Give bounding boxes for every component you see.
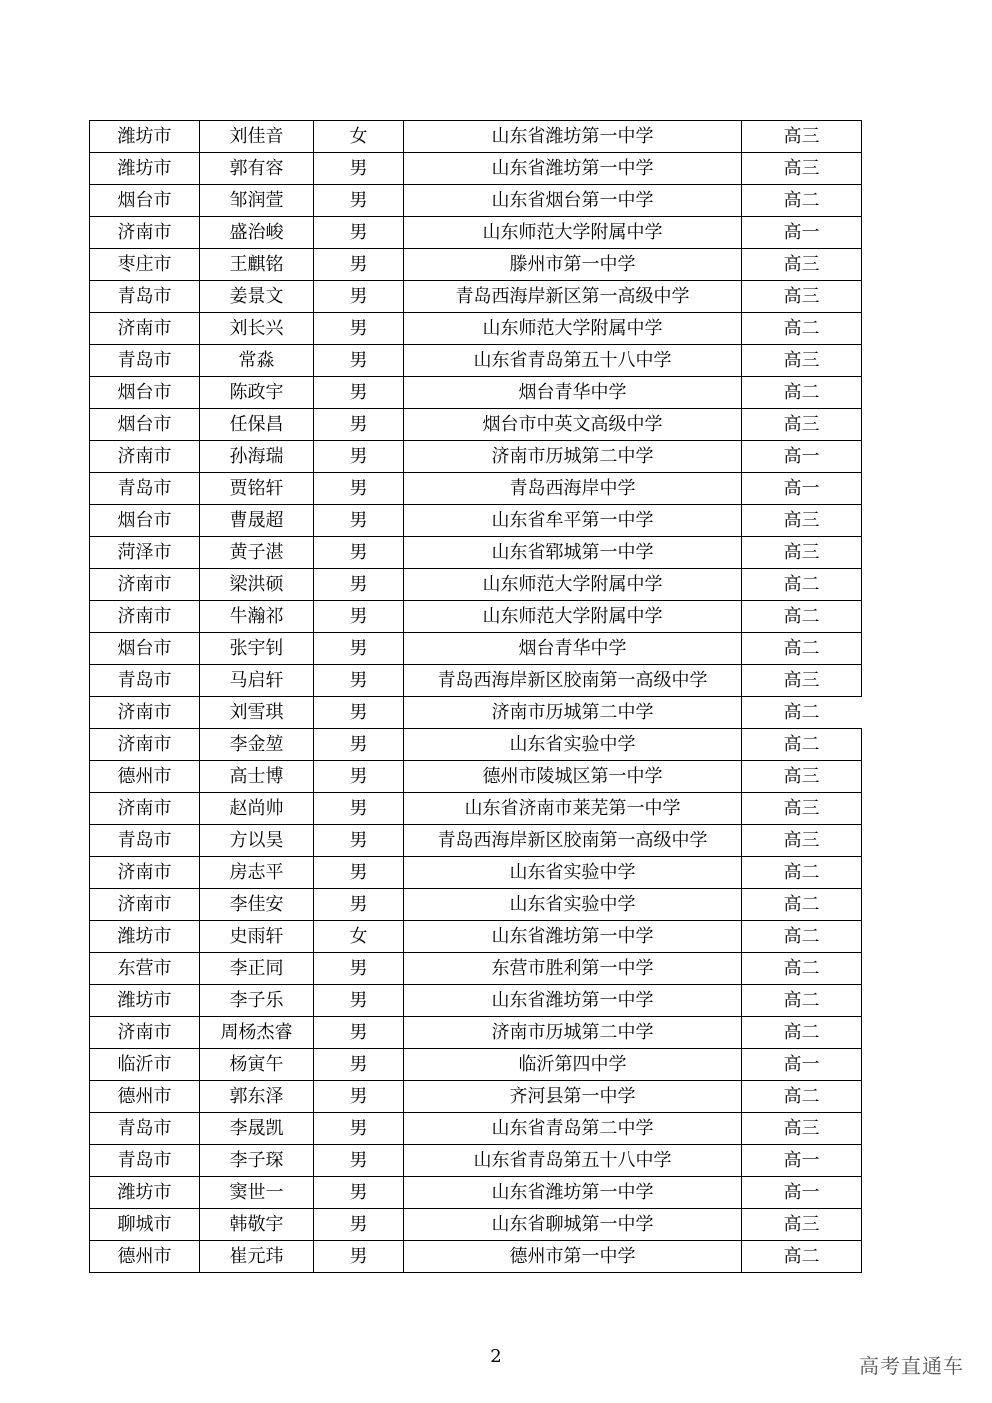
grade-cell: 高二 bbox=[742, 185, 862, 217]
school-cell: 青岛西海岸新区第一高级中学 bbox=[404, 281, 742, 313]
table-row bbox=[90, 473, 862, 505]
roster-body bbox=[90, 121, 862, 1273]
school-cell: 山东省牟平第一中学 bbox=[404, 505, 742, 537]
gender-cell: 男 bbox=[314, 217, 404, 249]
table-row bbox=[90, 345, 862, 377]
table-row bbox=[90, 1113, 862, 1145]
school-cell: 临沂第四中学 bbox=[404, 1049, 742, 1081]
table-row bbox=[90, 697, 862, 729]
name-cell: 崔元玮 bbox=[200, 1241, 314, 1273]
gender-cell: 男 bbox=[314, 1177, 404, 1209]
name-cell: 马启轩 bbox=[200, 665, 314, 697]
school-cell: 山东省青岛第二中学 bbox=[404, 1113, 742, 1145]
table-row bbox=[90, 441, 862, 473]
city-cell: 济南市 bbox=[90, 793, 200, 825]
school-cell: 山东省郓城第一中学 bbox=[404, 537, 742, 569]
grade-cell: 高三 bbox=[742, 121, 862, 153]
city-cell: 济南市 bbox=[90, 217, 200, 249]
name-cell: 房志平 bbox=[200, 857, 314, 889]
city-cell: 青岛市 bbox=[90, 665, 200, 697]
city-cell: 烟台市 bbox=[90, 633, 200, 665]
table-row bbox=[90, 985, 862, 1017]
table-row bbox=[90, 153, 862, 185]
school-cell: 德州市陵城区第一中学 bbox=[404, 761, 742, 793]
name-cell: 李正同 bbox=[200, 953, 314, 985]
name-cell: 高士博 bbox=[200, 761, 314, 793]
gender-cell: 男 bbox=[314, 633, 404, 665]
school-cell: 齐河县第一中学 bbox=[404, 1081, 742, 1113]
city-cell: 济南市 bbox=[90, 313, 200, 345]
name-cell: 李子乐 bbox=[200, 985, 314, 1017]
school-cell: 烟台市中英文高级中学 bbox=[404, 409, 742, 441]
gender-cell: 男 bbox=[314, 1017, 404, 1049]
table-row bbox=[90, 1177, 862, 1209]
grade-cell: 高一 bbox=[742, 473, 862, 505]
name-cell: 贾铭轩 bbox=[200, 473, 314, 505]
gender-cell: 男 bbox=[314, 377, 404, 409]
gender-cell: 男 bbox=[314, 953, 404, 985]
grade-cell: 高一 bbox=[742, 1145, 862, 1177]
grade-cell: 高三 bbox=[742, 1209, 862, 1241]
grade-cell: 高一 bbox=[742, 1177, 862, 1209]
city-cell: 济南市 bbox=[90, 441, 200, 473]
grade-cell: 高二 bbox=[742, 1081, 862, 1113]
name-cell: 梁洪硕 bbox=[200, 569, 314, 601]
table-row bbox=[90, 953, 862, 985]
school-cell: 山东省潍坊第一中学 bbox=[404, 921, 742, 953]
city-cell: 青岛市 bbox=[90, 1145, 200, 1177]
school-cell: 山东师范大学附属中学 bbox=[404, 569, 742, 601]
table-row bbox=[90, 185, 862, 217]
gender-cell: 男 bbox=[314, 697, 404, 729]
table-row bbox=[90, 633, 862, 665]
grade-cell: 高二 bbox=[742, 1241, 862, 1273]
table-row bbox=[90, 281, 862, 313]
page-number: 2 bbox=[490, 1346, 502, 1367]
name-cell: 刘佳音 bbox=[200, 121, 314, 153]
grade-cell: 高二 bbox=[742, 1017, 862, 1049]
gender-cell: 男 bbox=[314, 345, 404, 377]
school-cell: 东营市胜利第一中学 bbox=[404, 953, 742, 985]
school-cell: 烟台青华中学 bbox=[404, 633, 742, 665]
name-cell: 姜景文 bbox=[200, 281, 314, 313]
name-cell: 王麒铭 bbox=[200, 249, 314, 281]
gender-cell: 男 bbox=[314, 569, 404, 601]
grade-cell: 高二 bbox=[742, 313, 862, 345]
school-cell: 德州市第一中学 bbox=[404, 1241, 742, 1273]
school-cell: 青岛西海岸新区胶南第一高级中学 bbox=[404, 665, 742, 697]
name-cell: 孙海瑞 bbox=[200, 441, 314, 473]
name-cell: 刘长兴 bbox=[200, 313, 314, 345]
city-cell: 烟台市 bbox=[90, 409, 200, 441]
city-cell: 潍坊市 bbox=[90, 985, 200, 1017]
gender-cell: 男 bbox=[314, 1209, 404, 1241]
city-cell: 潍坊市 bbox=[90, 153, 200, 185]
gender-cell: 男 bbox=[314, 153, 404, 185]
gender-cell: 男 bbox=[314, 857, 404, 889]
name-cell: 郭东泽 bbox=[200, 1081, 314, 1113]
grade-cell: 高三 bbox=[742, 345, 862, 377]
gender-cell: 男 bbox=[314, 825, 404, 857]
gender-cell: 女 bbox=[314, 121, 404, 153]
school-cell: 山东省潍坊第一中学 bbox=[404, 153, 742, 185]
city-cell: 青岛市 bbox=[90, 825, 200, 857]
city-cell: 潍坊市 bbox=[90, 121, 200, 153]
school-cell: 济南市历城第二中学 bbox=[404, 441, 742, 473]
city-cell: 济南市 bbox=[90, 889, 200, 921]
table-row bbox=[90, 921, 862, 953]
school-cell: 济南市历城第二中学 bbox=[404, 1017, 742, 1049]
table-row bbox=[90, 1145, 862, 1177]
gender-cell: 男 bbox=[314, 889, 404, 921]
table-row bbox=[90, 1049, 862, 1081]
table-row bbox=[90, 793, 862, 825]
city-cell: 济南市 bbox=[90, 569, 200, 601]
city-cell: 德州市 bbox=[90, 761, 200, 793]
table-row bbox=[90, 1017, 862, 1049]
school-cell: 滕州市第一中学 bbox=[404, 249, 742, 281]
name-cell: 方以昊 bbox=[200, 825, 314, 857]
table-row bbox=[90, 889, 862, 921]
grade-cell: 高三 bbox=[742, 249, 862, 281]
school-cell: 青岛西海岸新区胶南第一高级中学 bbox=[404, 825, 742, 857]
name-cell: 李佳安 bbox=[200, 889, 314, 921]
city-cell: 东营市 bbox=[90, 953, 200, 985]
grade-cell: 高一 bbox=[742, 1049, 862, 1081]
school-cell: 烟台青华中学 bbox=[404, 377, 742, 409]
city-cell: 枣庄市 bbox=[90, 249, 200, 281]
table-row bbox=[90, 313, 862, 345]
school-cell: 山东省青岛第五十八中学 bbox=[404, 1145, 742, 1177]
school-cell: 山东省实验中学 bbox=[404, 857, 742, 889]
gender-cell: 男 bbox=[314, 1145, 404, 1177]
city-cell: 烟台市 bbox=[90, 185, 200, 217]
city-cell: 济南市 bbox=[90, 1017, 200, 1049]
school-cell: 山东省潍坊第一中学 bbox=[404, 985, 742, 1017]
city-cell: 济南市 bbox=[90, 857, 200, 889]
name-cell: 赵尚帅 bbox=[200, 793, 314, 825]
table-row bbox=[90, 601, 862, 633]
city-cell: 济南市 bbox=[90, 601, 200, 633]
table-row bbox=[90, 1209, 862, 1241]
grade-cell: 高三 bbox=[742, 281, 862, 313]
gender-cell: 男 bbox=[314, 249, 404, 281]
school-cell: 山东省聊城第一中学 bbox=[404, 1209, 742, 1241]
gender-cell: 男 bbox=[314, 1081, 404, 1113]
table-row bbox=[90, 505, 862, 537]
school-cell: 山东省济南市莱芜第一中学 bbox=[404, 793, 742, 825]
name-cell: 任保昌 bbox=[200, 409, 314, 441]
gender-cell: 男 bbox=[314, 729, 404, 761]
name-cell: 李晟凯 bbox=[200, 1113, 314, 1145]
grade-cell: 高二 bbox=[742, 921, 862, 953]
school-cell: 山东省烟台第一中学 bbox=[404, 185, 742, 217]
gender-cell: 男 bbox=[314, 505, 404, 537]
gender-cell: 男 bbox=[314, 1049, 404, 1081]
city-cell: 聊城市 bbox=[90, 1209, 200, 1241]
name-cell: 郭有容 bbox=[200, 153, 314, 185]
gender-cell: 男 bbox=[314, 1113, 404, 1145]
name-cell: 杨寅午 bbox=[200, 1049, 314, 1081]
table-row bbox=[90, 121, 862, 153]
name-cell: 常淼 bbox=[200, 345, 314, 377]
city-cell: 潍坊市 bbox=[90, 1177, 200, 1209]
student-roster-table bbox=[89, 120, 862, 1273]
watermark-text: 高考直通车 bbox=[859, 1354, 964, 1378]
name-cell: 刘雪琪 bbox=[200, 697, 314, 729]
gender-cell: 男 bbox=[314, 313, 404, 345]
grade-cell: 高二 bbox=[742, 729, 862, 761]
gender-cell: 男 bbox=[314, 1241, 404, 1273]
school-cell: 山东省实验中学 bbox=[404, 889, 742, 921]
table-row bbox=[90, 1081, 862, 1113]
school-cell: 山东师范大学附属中学 bbox=[404, 313, 742, 345]
name-cell: 周杨杰睿 bbox=[200, 1017, 314, 1049]
grade-cell: 高一 bbox=[742, 217, 862, 249]
name-cell: 李子琛 bbox=[200, 1145, 314, 1177]
name-cell: 李金堃 bbox=[200, 729, 314, 761]
grade-cell: 高三 bbox=[742, 825, 862, 857]
gender-cell: 女 bbox=[314, 921, 404, 953]
table-row bbox=[90, 249, 862, 281]
name-cell: 陈政宇 bbox=[200, 377, 314, 409]
name-cell: 曹晟超 bbox=[200, 505, 314, 537]
school-cell: 山东省潍坊第一中学 bbox=[404, 121, 742, 153]
school-cell: 山东省潍坊第一中学 bbox=[404, 1177, 742, 1209]
table-row bbox=[90, 409, 862, 441]
school-cell: 山东省青岛第五十八中学 bbox=[404, 345, 742, 377]
table-row bbox=[90, 569, 862, 601]
school-cell: 济南市历城第二中学 bbox=[404, 697, 742, 729]
table-row bbox=[90, 729, 862, 761]
grade-cell: 高二 bbox=[742, 889, 862, 921]
gender-cell: 男 bbox=[314, 537, 404, 569]
gender-cell: 男 bbox=[314, 793, 404, 825]
grade-cell: 高二 bbox=[742, 601, 862, 633]
gender-cell: 男 bbox=[314, 441, 404, 473]
grade-cell: 高一 bbox=[742, 441, 862, 473]
grade-cell: 高三 bbox=[742, 153, 862, 185]
city-cell: 青岛市 bbox=[90, 345, 200, 377]
city-cell: 德州市 bbox=[90, 1241, 200, 1273]
name-cell: 韩敬宇 bbox=[200, 1209, 314, 1241]
grade-cell: 高三 bbox=[742, 409, 862, 441]
name-cell: 张宇钊 bbox=[200, 633, 314, 665]
city-cell: 济南市 bbox=[90, 697, 200, 729]
city-cell: 青岛市 bbox=[90, 1113, 200, 1145]
grade-cell: 高二 bbox=[742, 953, 862, 985]
table-row bbox=[90, 825, 862, 857]
grade-cell: 高三 bbox=[742, 1113, 862, 1145]
grade-cell: 高二 bbox=[742, 569, 862, 601]
table-row bbox=[90, 217, 862, 249]
school-cell: 山东师范大学附属中学 bbox=[404, 601, 742, 633]
table-row bbox=[90, 857, 862, 889]
gender-cell: 男 bbox=[314, 409, 404, 441]
grade-cell: 高三 bbox=[742, 665, 862, 697]
city-cell: 青岛市 bbox=[90, 473, 200, 505]
gender-cell: 男 bbox=[314, 185, 404, 217]
city-cell: 临沂市 bbox=[90, 1049, 200, 1081]
school-cell: 青岛西海岸中学 bbox=[404, 473, 742, 505]
gender-cell: 男 bbox=[314, 985, 404, 1017]
name-cell: 邹润萱 bbox=[200, 185, 314, 217]
city-cell: 烟台市 bbox=[90, 377, 200, 409]
table-row bbox=[90, 1241, 862, 1273]
city-cell: 潍坊市 bbox=[90, 921, 200, 953]
city-cell: 济南市 bbox=[90, 729, 200, 761]
gender-cell: 男 bbox=[314, 665, 404, 697]
gender-cell: 男 bbox=[314, 281, 404, 313]
city-cell: 德州市 bbox=[90, 1081, 200, 1113]
grade-cell: 高三 bbox=[742, 505, 862, 537]
table-row bbox=[90, 537, 862, 569]
school-cell: 山东省实验中学 bbox=[404, 729, 742, 761]
grade-cell: 高三 bbox=[742, 537, 862, 569]
gender-cell: 男 bbox=[314, 761, 404, 793]
city-cell: 菏泽市 bbox=[90, 537, 200, 569]
grade-cell: 高二 bbox=[742, 697, 862, 729]
table-row bbox=[90, 665, 862, 697]
gender-cell: 男 bbox=[314, 601, 404, 633]
gender-cell: 男 bbox=[314, 473, 404, 505]
city-cell: 烟台市 bbox=[90, 505, 200, 537]
grade-cell: 高二 bbox=[742, 633, 862, 665]
name-cell: 黄子湛 bbox=[200, 537, 314, 569]
name-cell: 史雨轩 bbox=[200, 921, 314, 953]
table-row bbox=[90, 761, 862, 793]
table-row bbox=[90, 377, 862, 409]
grade-cell: 高三 bbox=[742, 761, 862, 793]
city-cell: 青岛市 bbox=[90, 281, 200, 313]
name-cell: 窦世一 bbox=[200, 1177, 314, 1209]
grade-cell: 高二 bbox=[742, 985, 862, 1017]
school-cell: 山东师范大学附属中学 bbox=[404, 217, 742, 249]
grade-cell: 高三 bbox=[742, 793, 862, 825]
grade-cell: 高二 bbox=[742, 377, 862, 409]
grade-cell: 高二 bbox=[742, 857, 862, 889]
name-cell: 盛治峻 bbox=[200, 217, 314, 249]
name-cell: 牛瀚祁 bbox=[200, 601, 314, 633]
